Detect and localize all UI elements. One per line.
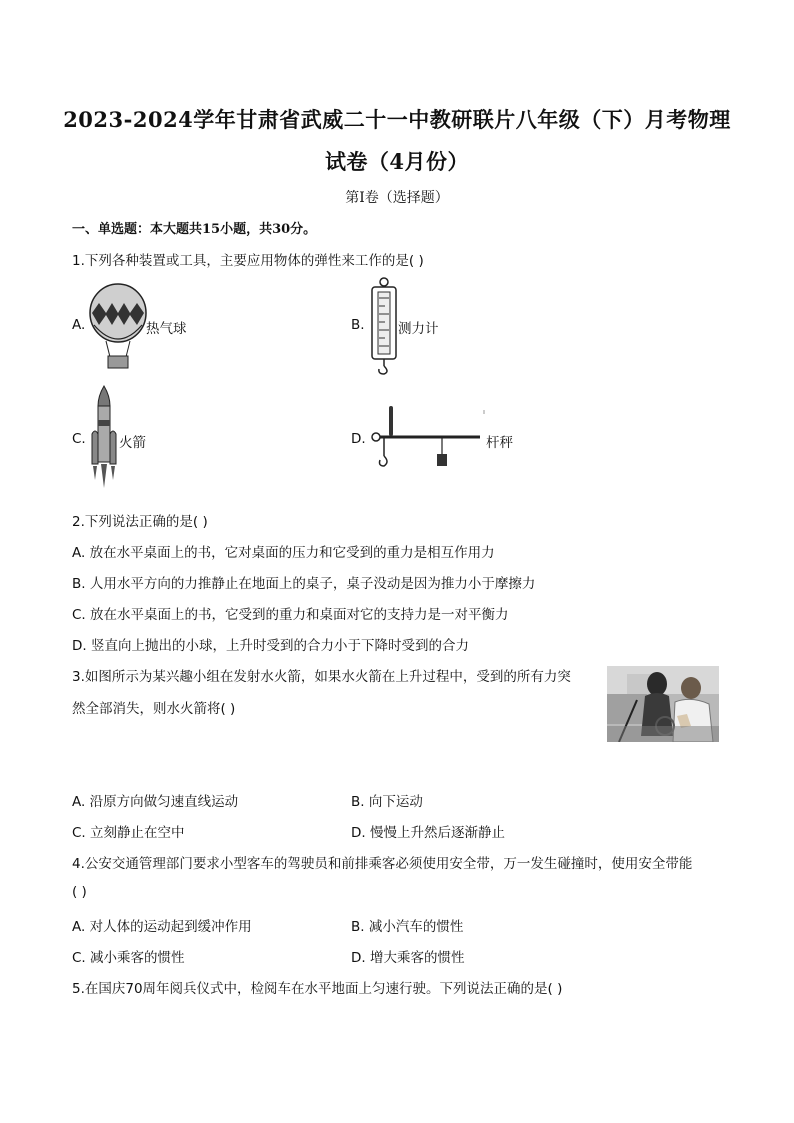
q4-option-b: B. 减小汽车的惯性 xyxy=(351,919,464,935)
q2-option-b: B. 人用水平方向的力推静止在地面上的桌子，桌子没动是因为推力小于摩擦力 xyxy=(72,576,536,592)
q1-option-b-text: 测力计 xyxy=(398,321,439,337)
q1-option-a-text: 热气球 xyxy=(146,321,187,337)
question-4-stem-line1: 4.公安交通管理部门要求小型客车的驾驶员和前排乘客必须使用安全带，万一发生碰撞时，使用安全带能 xyxy=(72,856,693,872)
exam-title-line1: 2023-2024学年甘肃省武威二十一中教研联片八年级（下）月考物理 xyxy=(63,107,731,132)
question-2-stem: 2.下列说法正确的是( ) xyxy=(72,514,208,530)
question-5-stem: 5.在国庆70周年阅兵仪式中，检阅车在水平地面上匀速行驶。下列说法正确的是( ) xyxy=(72,981,563,997)
spring-scale-figure xyxy=(368,276,400,376)
q1-option-d-letter: D. xyxy=(351,431,366,447)
question-3-stem-line1: 3.如图所示为某兴趣小组在发射水火箭，如果水火箭在上升过程中，受到的所有力突 xyxy=(72,669,571,685)
section-heading: 一、单选题：本大题共15小题，共30分。 xyxy=(72,222,317,237)
question-1-stem: 1.下列各种装置或工具，主要应用物体的弹性来工作的是( ) xyxy=(72,253,424,269)
hot-air-balloon-figure xyxy=(86,283,150,373)
q1-option-c-text: 火箭 xyxy=(119,435,146,451)
q2-option-c: C. 放在水平桌面上的书，它受到的重力和桌面对它的支持力是一对平衡力 xyxy=(72,607,509,623)
q1-option-b-letter: B. xyxy=(351,317,365,333)
q1-option-c-letter: C. xyxy=(72,431,86,447)
q4-option-c: C. 减小乘客的惯性 xyxy=(72,950,185,966)
q2-option-d: D. 竖直向上抛出的小球，上升时受到的合力小于下降时受到的合力 xyxy=(72,638,469,654)
exam-title-line2: 试卷（4月份） xyxy=(324,149,470,174)
q2-option-a: A. 放在水平桌面上的书，它对桌面的压力和它受到的重力是相互作用力 xyxy=(72,545,495,561)
q1-option-a-letter: A. xyxy=(72,317,86,333)
q3-option-d: D. 慢慢上升然后逐渐静止 xyxy=(351,825,505,841)
q1-option-d-text: 杆秤 xyxy=(486,435,513,451)
q3-option-b: B. 向下运动 xyxy=(351,794,423,810)
volume-heading: 第Ⅰ卷（选择题） xyxy=(345,190,449,206)
q4-option-a: A. 对人体的运动起到缓冲作用 xyxy=(72,919,252,935)
water-rocket-photo xyxy=(607,666,719,742)
q3-option-c: C. 立刻静止在空中 xyxy=(72,825,185,841)
q3-option-a: A. 沿原方向做匀速直线运动 xyxy=(72,794,239,810)
question-3-stem-line2: 然全部消失，则水火箭将( ) xyxy=(72,701,236,717)
rocket-figure xyxy=(88,384,120,492)
steelyard-figure xyxy=(368,400,486,472)
q4-option-d: D. 增大乘客的惯性 xyxy=(351,950,465,966)
question-4-stem-line2: ( ) xyxy=(72,884,87,900)
